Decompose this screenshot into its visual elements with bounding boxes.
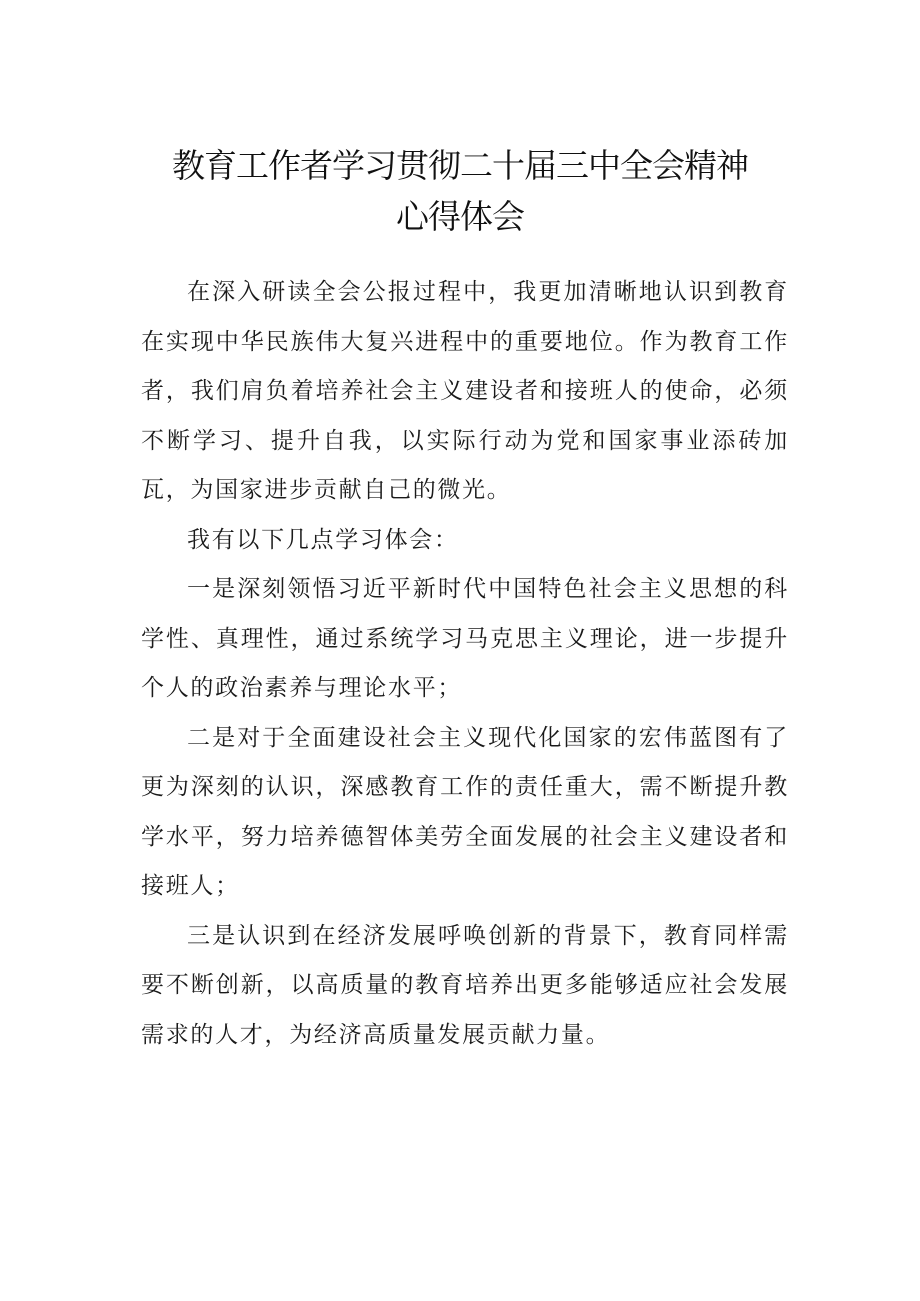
document-title-line2: 心得体会: [396, 197, 524, 236]
paragraph-intro: 在深入研读全会公报过程中，我更加清晰地认识到教育在实现中华民族伟大复兴进程中的重要地位。作为教育工作者，我们肩负着培养社会主义建设者和接班人的使命，必须不断学习、提升自我，以实际行动为党和国家事业添砖加瓦，为国家进步贡献自己的微光。: [141, 279, 789, 503]
document-body: [141, 268, 789, 1060]
paragraph-lead-in: 我有以下几点学习体会：: [187, 526, 459, 553]
paragraph-point-two: 二是对于全面建设社会主义现代化国家的宏伟蓝图有了更为深刻的认识，深感教育工作的责任重大，需不断提升教学水平，努力培养德智体美劳全面发展的社会主义建设者和接班人；: [141, 724, 789, 899]
paragraph-point-one: 一是深刻领悟习近平新时代中国特色社会主义思想的科学性、真理性，通过系统学习马克思主义理论，进一步提升个人的政治素养与理论水平；: [141, 576, 789, 701]
paragraph-point-three: 三是认识到在经济发展呼唤创新的背景下，教育同样需要不断创新，以高质量的教育培养出更多能够适应社会发展需求的人才，为经济高质量发展贡献力量。: [141, 922, 789, 1048]
document-title-line1: 教育工作者学习贯彻二十届三中全会精神: [172, 146, 748, 185]
